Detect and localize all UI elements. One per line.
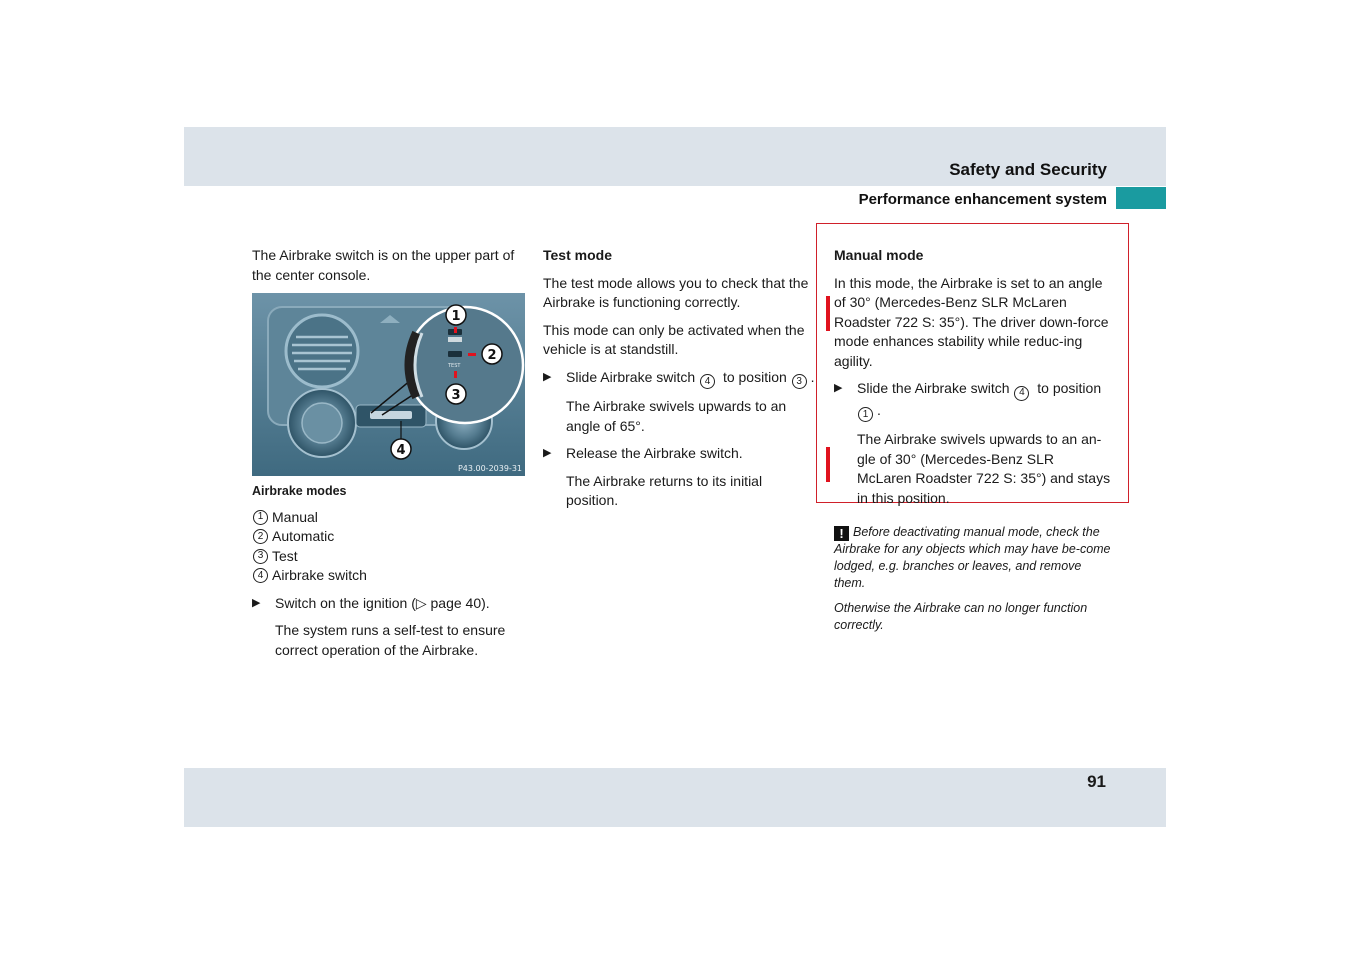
legend-item [252, 566, 527, 586]
manual-mode-heading: Manual mode [834, 247, 924, 263]
paragraph: The test mode allows you to check that the Airbrake is functioning correctly. [543, 274, 809, 310]
step-result: The Airbrake swivels upwards to an angle of 65°. [566, 398, 787, 434]
warning-note-continued: Otherwise the Airbrake can no longer function correctly. [834, 601, 1088, 632]
legend-item [252, 547, 527, 567]
change-bar [826, 296, 830, 331]
callout-2: 2 [487, 348, 497, 363]
column-left [252, 246, 527, 668]
instruction-step: ▶ Slide Airbrake switch 4 to position 3 . [543, 368, 818, 390]
warning-note: ! Before deactivating manual mode, check the Airbrake for any objects which may have be-come lodged, e.g. branches or leaves, and remove them. [834, 525, 1111, 590]
callout-1: 1 [451, 309, 461, 324]
test-mode-heading: Test mode [543, 247, 612, 263]
change-bar [826, 447, 830, 482]
instruction-step: ▶ Switch on the ignition (▷ page 40). [252, 594, 527, 614]
warning-icon: ! [834, 526, 849, 541]
legend-text: Test [272, 547, 298, 564]
inline-number: 3 [792, 374, 807, 389]
instruction-step: ▶ Slide the Airbrake switch 4 to position 1 . [834, 379, 1112, 422]
section-tab-marker [1116, 187, 1166, 209]
inline-number: 4 [1014, 386, 1029, 401]
step-result: The Airbrake returns to its initial position. [566, 472, 763, 508]
column-middle [543, 246, 818, 519]
figure-caption: Airbrake modes [252, 484, 347, 498]
svg-text:TEST: TEST [448, 363, 461, 369]
figure-code: P43.00-2039-31 [457, 464, 522, 473]
legend-item [252, 527, 527, 547]
legend-num: 4 [253, 568, 268, 583]
legend-num: 3 [253, 549, 268, 564]
footer-band [184, 768, 1166, 827]
instruction-step: ▶ Release the Airbrake switch. [543, 444, 818, 464]
bullet-arrow-icon: ▶ [834, 382, 843, 394]
legend-num: 2 [253, 529, 268, 544]
legend-text: Automatic [272, 528, 335, 544]
paragraph: In this mode, the Airbrake is set to an angle of 30° (Mercedes-Benz SLR McLaren Roadster 722 S: 35°). The driver down-force mode enhances stability while reduc-ing agility. [834, 274, 1109, 369]
airbrake-switch-photo [252, 293, 525, 476]
paragraph: This mode can only be activated when the vehicle is at standstill. [543, 321, 805, 357]
inline-number: 4 [700, 374, 715, 389]
bullet-arrow-icon: ▶ [543, 370, 552, 383]
intro-text: The Airbrake switch is on the upper part of the center console. [252, 247, 515, 283]
legend-text: Manual [272, 508, 318, 525]
bullet-arrow-icon: ▶ [252, 596, 261, 609]
subsection-title: Performance enhancement system [858, 191, 1107, 208]
legend-text: Airbrake switch [272, 567, 367, 583]
inline-number: 1 [858, 407, 873, 422]
callout-4: 4 [396, 443, 406, 458]
page-reference-link[interactable]: ▷ page 40 [415, 594, 482, 611]
callout-3: 3 [451, 388, 461, 403]
legend-item [252, 508, 527, 528]
step-result: The system runs a self-test to ensure correct operation of the Airbrake. [275, 622, 506, 658]
section-title: Safety and Security [949, 160, 1107, 179]
bullet-arrow-icon: ▶ [543, 447, 552, 459]
page-number: 91 [1087, 772, 1106, 791]
column-right [834, 246, 1112, 642]
step-result: The Airbrake swivels upwards to an an-gle of 30° (Mercedes-Benz SLR McLaren Roadster 722 S: 35°) and stays in this position. [857, 431, 1111, 506]
legend-num: 1 [253, 510, 268, 525]
